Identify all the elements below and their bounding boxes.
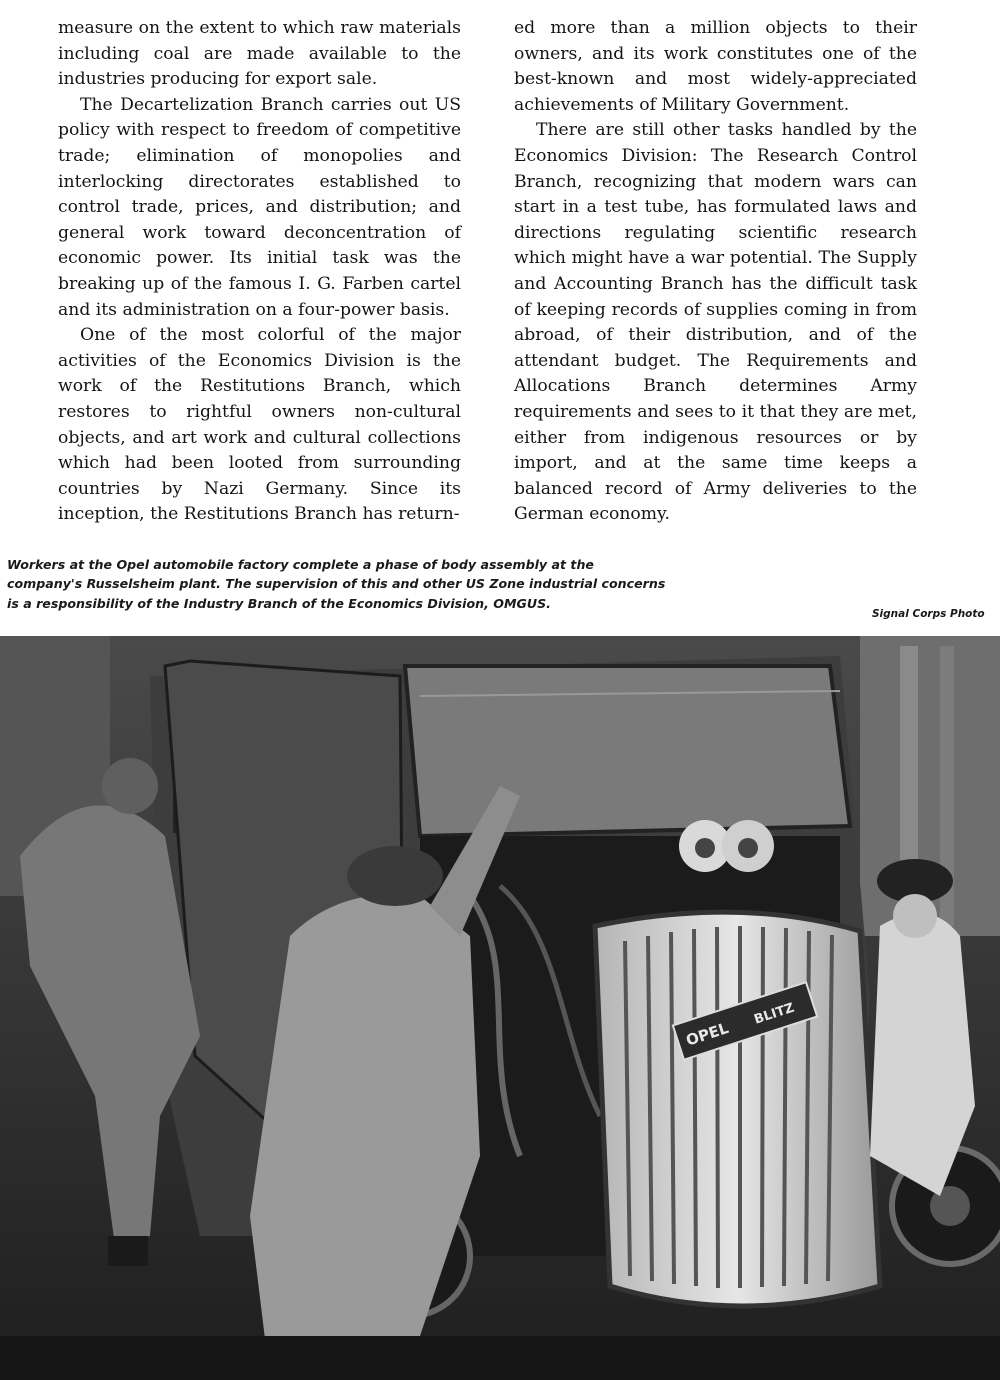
article-paragraph: There are still other tasks handled by the Economics Division: The Research Control Branch, recognizing that modern wars can start in a test tube, has formulated laws and directions regulating scientific research which might have a war potential. The Supply and Accounting Branch has the difficult task of keeping records of supplies coming in from abroad, of their distribution, and of the attendant budget. The Requirements and Allocations Branch determines Army requirements and sees to it that they are met, either from indigenous resources or by import, and at the same time keeps a balanced record of Army deliveries to the German economy.: [514, 120, 917, 525]
photo-credit: Signal Corps Photo: [872, 608, 985, 620]
factory-photo-illustration: [0, 636, 1000, 1380]
article-paragraph: ed more than a million objects to their owners, and its work constitutes one of the best-known and most widely-appreciated achievements of Military Government.: [514, 18, 917, 115]
article-column-left: [58, 16, 461, 528]
photo-caption: Workers at the Opel automobile factory complete a phase of body assembly at the company's Russelsheim plant. The supervision of this and other US Zone industrial concerns is a responsibility of the Industry Branch of the Economics Division, OMGUS.: [7, 557, 666, 611]
article-paragraph: measure on the extent to which raw materials including coal are made available to the industries producing for export sale.: [58, 18, 461, 90]
grille-badge-blitz: BLITZ: [752, 1000, 797, 1028]
article-column-right: [514, 16, 917, 528]
article-paragraph: The Decartelization Branch carries out US policy with respect to freedom of competitive trade; elimination of monopolies and interlocking directorates established to control trade, prices, and distribution; and general work toward deconcentration of economic power. Its initial task was the breaking up of the famous I. G. Farben cartel and its administration on a four-power basis.: [58, 94, 461, 320]
grille-badge-opel: OPEL: [683, 1019, 731, 1050]
factory-photo: [0, 636, 1000, 1380]
article-paragraph: One of the most colorful of the major activities of the Economics Division is the work of the Restitutions Branch, which restores to rightful owners non-cultural objects, and art work and cultural collections which had been looted from surrounding countries by Nazi Germany. Since its inception, the Restitutions Branch has return-: [58, 325, 461, 525]
